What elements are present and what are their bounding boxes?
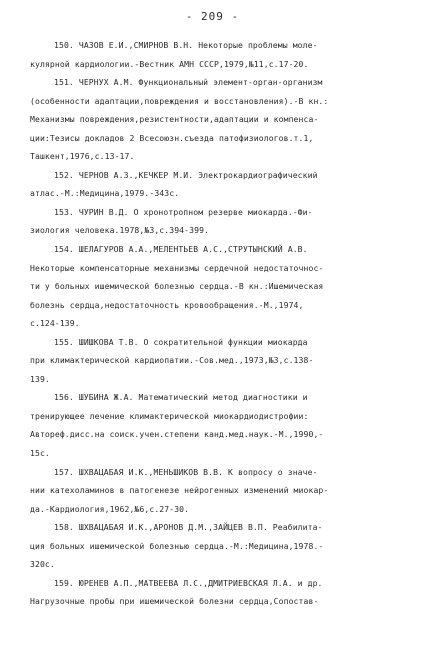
entry-line: болезнь сердца,недостаточность кровообращения.-М.,1974,: [30, 299, 304, 310]
entry-line: кулярной кардиологии.-Вестник АМН СССР,1979,№11,с.17-20.: [30, 58, 309, 69]
entry-line: ти у больных ишемической болезнью сердца.-В кн.:Ишемическая: [30, 281, 324, 292]
entry-line: (особенности адаптации,повреждения и восстановления).-В кн.:: [30, 95, 329, 106]
page-number: - 209 -: [185, 10, 240, 23]
bibliography-entry: [30, 518, 405, 574]
entry-line: 155. ШИШКОВА Т.В. О сократительной функции миокарда: [54, 336, 308, 347]
entry-line: 150. ЧАЗОВ Е.И.,СМИРНОВ В.Н. Некоторые проблемы моле-: [54, 40, 318, 50]
bibliography-list: [30, 36, 405, 611]
entry-line: 152. ЧЕРНОВ А.З.,КЕЧКЕР М.И. Электрокардиографический: [54, 169, 318, 180]
entry-line: 159. ЮРЕНЕВ А.П.,МАТВЕЕВА Л.С.,ДМИТРИЕВСКАЯ Л.А. и др.: [54, 577, 323, 588]
entry-line: 157. ШХВАЦАБАЯ И.К.,МЕНЬШИКОВ В.В. К вопросу о значе-: [54, 466, 318, 477]
entry-line: 153. ЧУРИН В.Д. О хронотропном резерве миокарда.-Фи-: [54, 206, 313, 217]
entry-line: 15с.: [30, 448, 50, 459]
bibliography-entry: [30, 36, 405, 73]
bibliography-entry: [30, 463, 405, 519]
entry-line: Некоторые компенсаторные механизмы сердечной недостаточнос-: [30, 262, 324, 273]
entry-line: ции:Тезисы докладов 2 Всесоюзн.съезда патофизиологов.т.1,: [30, 132, 314, 143]
bibliography-entry: [30, 333, 405, 389]
entry-line: 154. ШЕЛАГУРОВ А.А.,МЕЛЕНТЬЕВ А.С.,СТРУТЫНСКИЙ А.В.: [54, 244, 308, 255]
entry-line: 320с.: [30, 559, 55, 570]
entry-line: да.-Кардиология,1962,№6,с.27-30.: [30, 503, 190, 514]
entry-line: Механизмы повреждения,резистентности,адаптации и компенса-: [30, 114, 319, 125]
entry-line: 156. ШУБИНА Ж.А. Математический метод диагностики и: [54, 392, 308, 403]
bibliography-entry: [30, 240, 405, 333]
entry-line: Нагрузочные пробы при ишемической болезни сердца,Сопостав-: [30, 596, 319, 607]
entry-line: при климактерической кардиопатии.-Сов.мед.,1973,№3,с.138-: [30, 355, 314, 366]
entry-line: атлас.-М.:Медицина,1979.-343с.: [30, 188, 180, 199]
bibliography-entry: [30, 73, 405, 166]
entry-line: с.124-139.: [30, 318, 80, 329]
bibliography-entry: [30, 574, 405, 611]
bibliography-entry: [30, 388, 405, 462]
entry-line: зиология человека.1978,№3,с.394-399.: [30, 225, 210, 236]
entry-line: 158. ШХВАЦАБАЯ И.К.,АРОНОВ Д.М.,ЗАЙЦЕВ В.П. Реабилита-: [54, 522, 323, 533]
entry-line: 151. ЧЕРНУХ А.М. Функциональный элемент-орган-организм: [54, 77, 323, 88]
entry-line: Автореф.дисс.на соиск.учен.степени канд.мед.наук.-М.,1990,-: [30, 429, 324, 440]
bibliography-entry: [30, 166, 405, 203]
entry-line: 139.: [30, 373, 50, 384]
entry-line: тренирующее лечение климактерической миокардиодистрофии:: [30, 410, 309, 421]
bibliography-entry: [30, 203, 405, 240]
entry-line: нии катехоламинов в патогенезе нейрогенных изменений миокар-: [30, 485, 329, 496]
entry-line: ция больных ишемической болезнью сердца.-М.:Медицина,1978.-: [30, 540, 324, 551]
entry-line: Ташкент,1976,с.13-17.: [30, 151, 135, 162]
